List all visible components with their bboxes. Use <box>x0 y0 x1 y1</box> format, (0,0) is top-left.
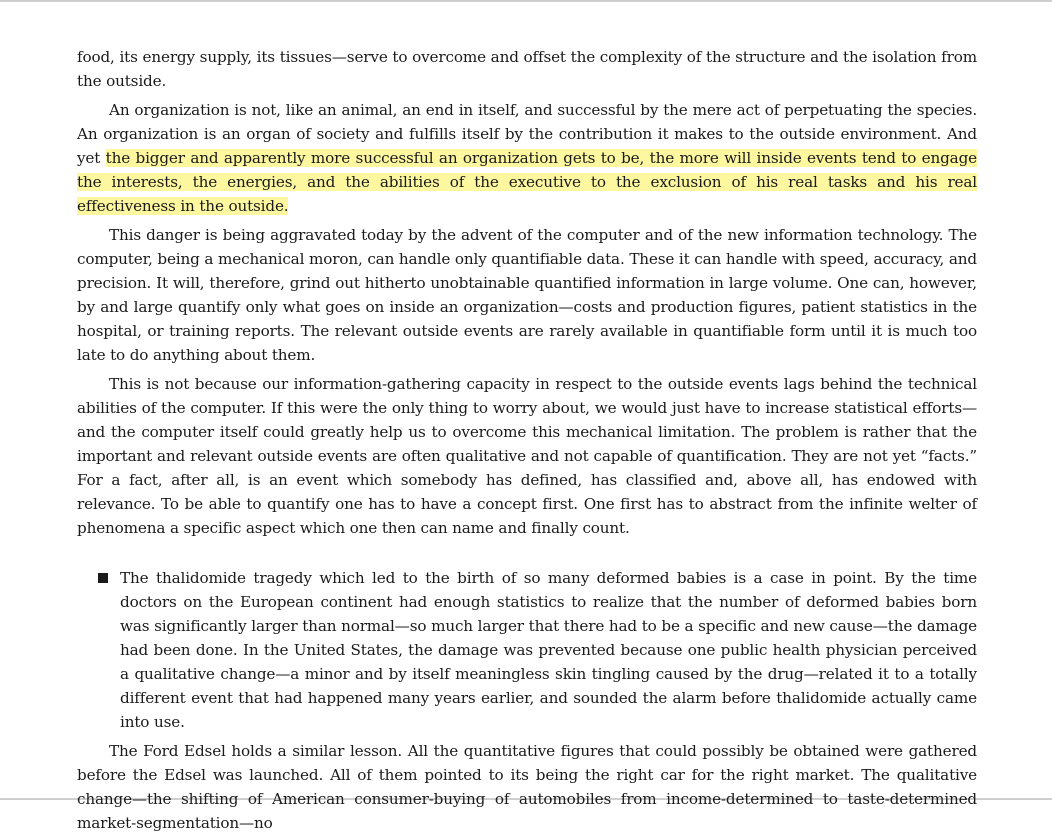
square-bullet-icon <box>98 573 108 583</box>
paragraphs-before <box>77 45 977 540</box>
paragraph-p6 <box>77 739 977 835</box>
paragraph-p3 <box>77 223 977 367</box>
paragraph-p1 <box>77 45 977 93</box>
text-column <box>77 45 977 840</box>
paragraph-text: The Ford Edsel holds a similar lesson. All the quantitative figures that could possibly be obtained were gathered before the Edsel was launched. All of them pointed to its being the right car for the right market. The qualitative change—the shifting of American consumer-buying of automobiles from income-determined to taste-determined market-segmentation—no <box>77 742 977 832</box>
paragraphs-after <box>77 739 977 835</box>
paragraph-p2 <box>77 98 977 218</box>
bullet-text: The thalidomide tragedy which led to the birth of so many deformed babies is a case in point. By the time doctors on the European continent had enough statistics to realize that the number of deformed babies born was significantly larger than normal—so much larger that there had to be a specific and new cause—the damage had been done. In the United States, the damage was prevented because one public health physician perceived a qualitative change—a minor and by itself meaningless skin tingling caused by the drug—related it to a totally different event that had happened many years earlier, and sounded the alarm before thalidomide actually came into use. <box>120 569 977 731</box>
paragraph-text: This is not because our information-gathering capacity in respect to the outside events lags behind the technical abilities of the computer. If this were the only thing to worry about, we would just have to increase statistical efforts—and the computer itself could greatly help us to overcome this mechanical limitation. The problem is rather that the important and relevant outside events are often qualitative and not capable of quantification. They are not yet “facts.” For a fact, after all, is an event which somebody has defined, has classified and, above all, has endowed with relevance. To be able to quantify one has to have a concept first. One first has to abstract from the infinite welter of phenomena a specific aspect which one then can name and finally count. <box>77 375 977 537</box>
highlighted-text[interactable]: the bigger and apparently more successful an organization gets to be, the more will inside events tend to engage the interests, the energies, and the abilities of the executive to the exclusion of his real tasks and his real effectiveness in the outside. <box>77 149 977 215</box>
paragraph-p4 <box>77 372 977 540</box>
paragraph-text: food, its energy supply, its tissues—serve to overcome and offset the complexity of the structure and the isolation from the outside. <box>77 48 977 90</box>
paragraph-text: An organization is not, like an animal, an end in itself, and successful by the mere act of perpetuating the species. An organization is an organ of society and fulfills itself by the contribution it makes to the outside environment. And yet <box>77 101 977 167</box>
bullet-item <box>77 566 977 734</box>
paragraph-text: This danger is being aggravated today by the advent of the computer and of the new information technology. The computer, being a mechanical moron, can handle only quantifiable data. These it can handle with speed, accuracy, and precision. It will, therefore, grind out hitherto unobtainable quantified information in large volume. One can, however, by and large quantify only what goes on inside an organization—costs and production figures, patient statistics in the hospital, or training reports. The relevant outside events are rarely available in quantifiable form until it is much too late to do anything about them. <box>77 226 977 364</box>
